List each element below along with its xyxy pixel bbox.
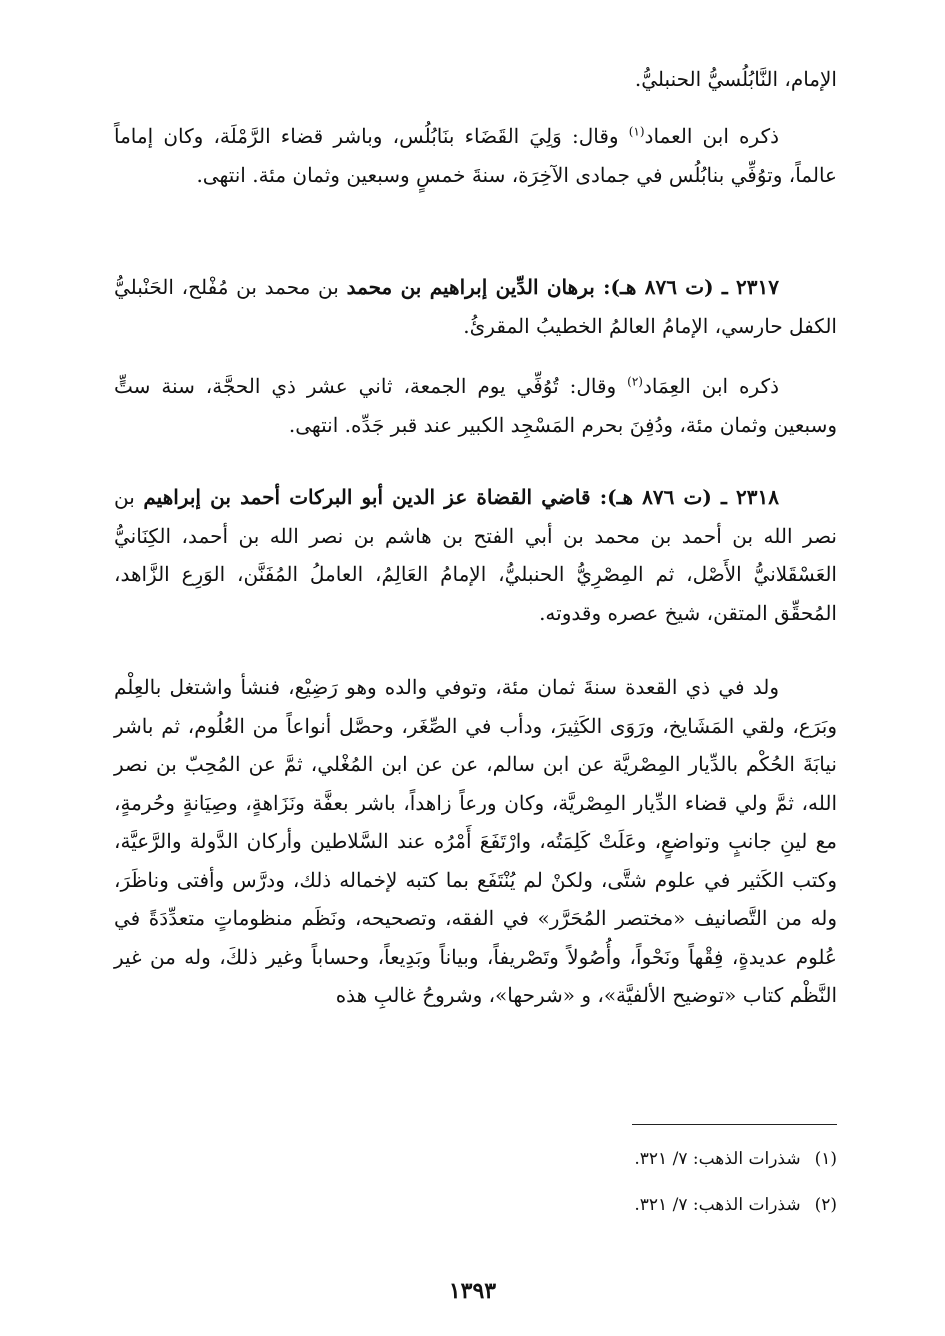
paragraph-2-post: وقال: تُوُفِّي يوم الجمعة، ثاني عشر ذي الحجَّة، سنة ستٍّ وسبعين وثمان مئة، ودُفِنَ بحرم المَسْجِد الكبير عند قبر جَدِّه. انتهى. bbox=[114, 374, 837, 437]
entry-2317 bbox=[114, 268, 837, 345]
page-number: ١٣٩٣ bbox=[448, 1278, 497, 1304]
footnote-2 bbox=[114, 1192, 837, 1218]
footnote-divider bbox=[632, 1124, 837, 1125]
entry-2318-rest: بن نصر الله بن أحمد بن محمد بن أبي الفتح بن هاشم بن نصر الله بن أحمد، الكِنَانيُّ العَسْقَلانيُّ الأَصْل، ثم المِصْرِيُّ الحنبليُّ، الإمامُ العَالِمُ، العاملُ المُفَنَّن، الوَرِع الزَّاهد، المُحقِّق المتقن، شيخ عصره وقدوته. bbox=[114, 485, 837, 625]
paragraph-3 bbox=[114, 668, 837, 1015]
entry-2318-name: قاضي القضاة عز الدين أبو البركات أحمد بن إبراهيم bbox=[143, 485, 600, 509]
entry-2318-number: ٢٣١٨ ـ (ت ٨٧٦ هـ): bbox=[599, 485, 780, 509]
entry-2317-name: برهان الدِّين إبراهيم بن محمد bbox=[346, 275, 604, 299]
continuation-text: الإمام، النَّابُلُسيُّ الحنبليُّ. bbox=[634, 67, 837, 91]
footnote-ref-2[interactable]: (٢) bbox=[627, 374, 643, 389]
entry-2317-number: ٢٣١٧ ـ (ت ٨٧٦ هـ): bbox=[603, 275, 780, 299]
paragraph-1-pre: ذكره ابن العماد bbox=[644, 124, 779, 148]
footnote-1-number: (١) bbox=[814, 1149, 837, 1169]
entry-2318 bbox=[114, 478, 837, 632]
paragraph-2 bbox=[114, 367, 837, 444]
paragraph-2-pre: ذكره ابن العِمَاد bbox=[642, 374, 779, 398]
footnote-2-number: (٢) bbox=[814, 1195, 837, 1215]
paragraph-1 bbox=[114, 117, 837, 194]
footnote-1-text: شذرات الذهب: ٧/ ٣٢١. bbox=[634, 1149, 801, 1169]
footnote-1 bbox=[114, 1146, 837, 1172]
paragraph-1-post: وقال: وَلِيَ القَضَاء بنَابُلُس، وباشر قضاء الرَّمْلَة، وكان إماماً عالماً، وتوُفِّي بنابُلُس في جمادى الآخِرَة، سنةَ خمسٍ وسبعين وثمان مئة. انتهى. bbox=[114, 124, 837, 187]
footnote-ref-1[interactable]: (١) bbox=[628, 124, 645, 139]
entry-2317-rest: بن محمد بن مُفْلح، الحَنْبليُّ الكفل حارسي، الإمامُ العالمُ الخطيبُ المقرئُ. bbox=[114, 275, 837, 338]
continuation-line bbox=[114, 60, 837, 99]
paragraph-3-text: ولد في ذي القعدة سنةَ ثمان مئة، وتوفي والده وهو رَضِيْع، فنشأ واشتغل بالعِلْم وبَرَع، ولقي المَشَايخ، ورَوَى الكَثِيرَ، ودأب في الصِّغَر، وحصَّل أنواعاً من العُلُوم، ثم باشر نيابَةَ الحُكْم بالدِّيار المِصْريَّة عن ابن سالم، عن عن ابن المُغْلي، ثمَّ عن المُحِبّ بن نصر الله، ثمَّ ولي قضاء الدِّيار المِصْريَّة، وكان ورعاً زاهداً، باشر بعفَّة ونَزَاهةٍ، وصِيَانةٍ وحُرمةٍ، مع لينِ جانبٍ وتواضعٍ، وعَلَتْ كَلِمَتُه، وارْتَفَعَ أَمْرُه عند السَّلاطين وأركان الدَّولة والرَّعيَّة، وكتب الكَثير في علوم شتَّى، ولكنْ لم يُنْتَفَع بما كتبه لإخماله ذلك، ودرَّس وأفتى وناظَرَ، وله من التَّصانيف «مختصر المُحَرَّر» في الفقه، وتصحيحه، ونَظَم منظوماتٍ متعدِّدَةً في عُلوم عديدةٍ، فِقْهاً ونَحْواً، وأُصُولاً وتَصْريفاً، وبياناً وبَدِيعاً، وحساباً وغير ذلكَ، وله من غير النَّظْم كتاب «توضيح الألفيَّة»، و «شرحها»، وشروحُ غالبِ هذه bbox=[114, 675, 838, 1007]
footnote-2-text: شذرات الذهب: ٧/ ٣٢١. bbox=[634, 1195, 801, 1215]
